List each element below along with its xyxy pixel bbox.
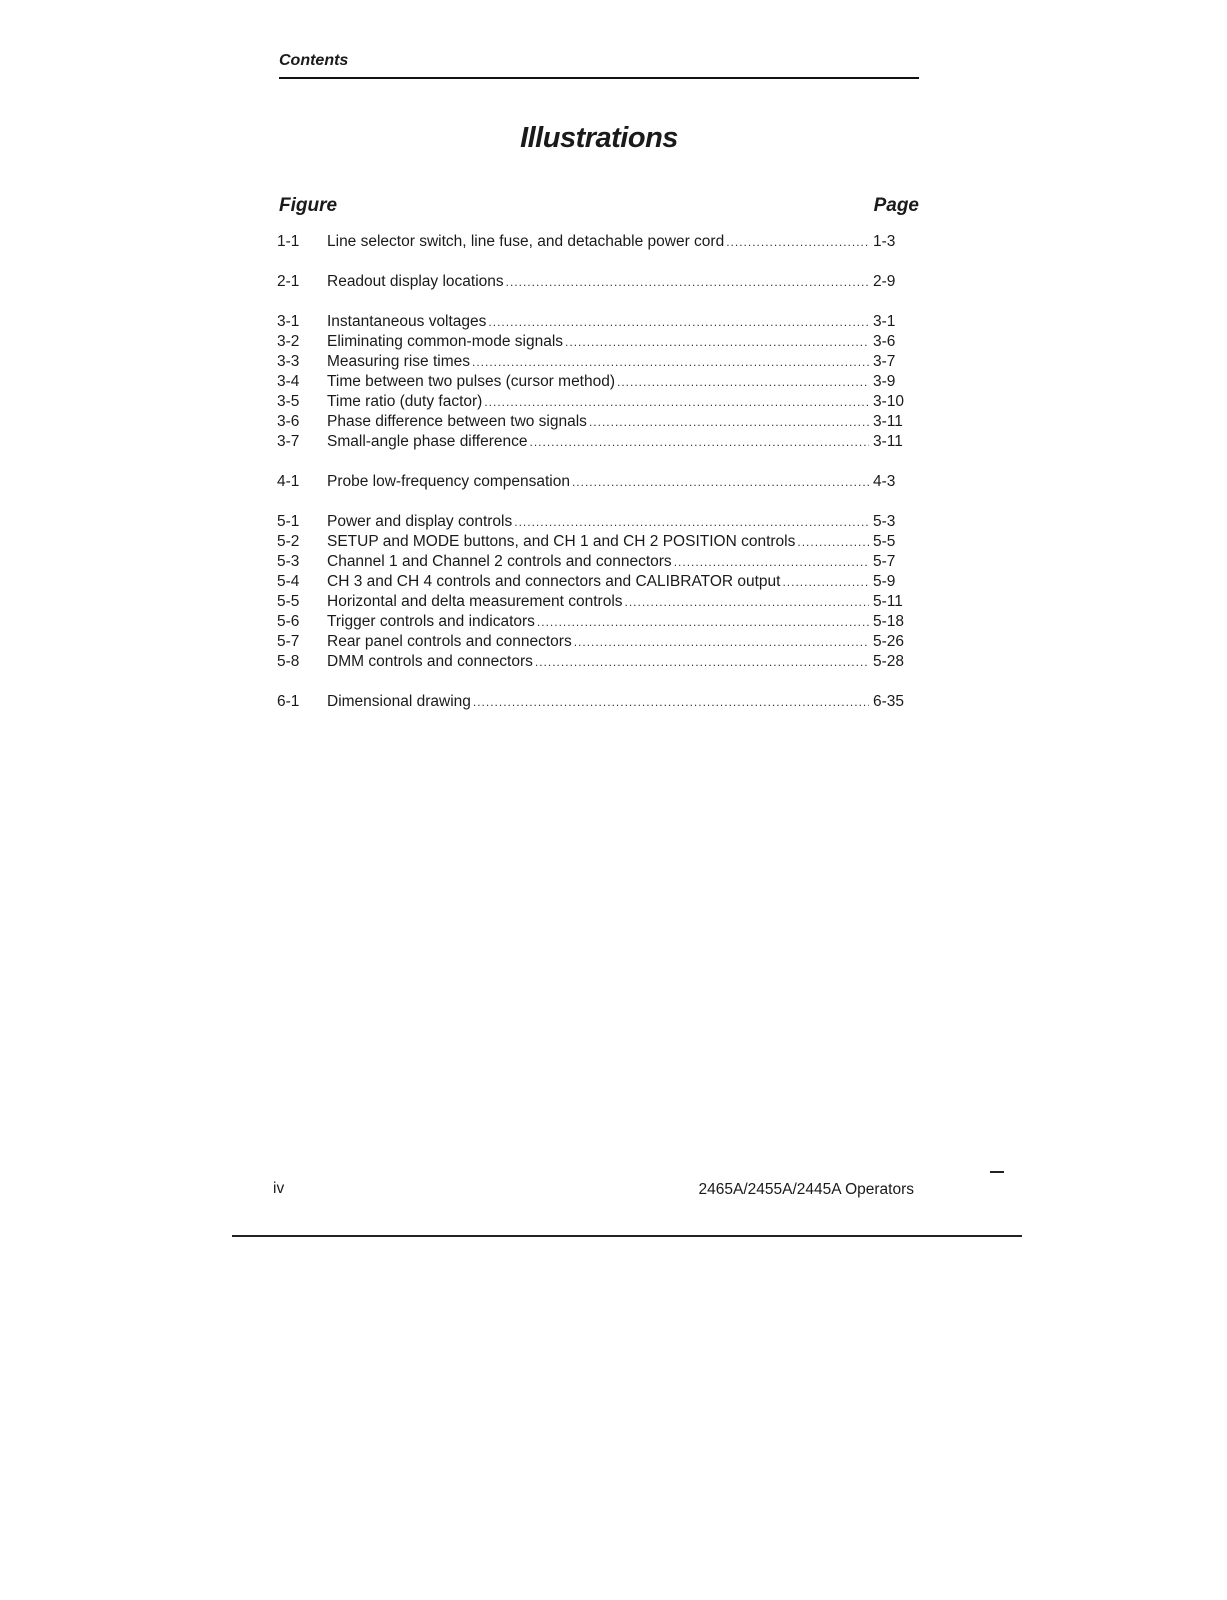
page-number: 5-3 [873, 513, 896, 530]
page-number: 6-35 [873, 693, 905, 710]
dot-leader [589, 412, 869, 432]
figure-number: 3-1 [277, 313, 300, 330]
toc-entry [327, 272, 873, 292]
toc-row [277, 552, 913, 572]
page-number: 5-18 [873, 613, 905, 630]
figure-title: Measuring rise times [327, 353, 470, 370]
page-number: 5-11 [873, 593, 903, 610]
figure-title: Rear panel controls and connectors [327, 633, 572, 650]
figure-group [277, 232, 913, 252]
toc-entry [327, 512, 873, 532]
figure-number: 1-1 [277, 233, 300, 250]
toc-row [277, 512, 913, 532]
figure-number: 5-7 [277, 633, 300, 650]
page-number: 3-6 [873, 333, 896, 350]
figure-title: Time between two pulses (cursor method) [327, 373, 616, 390]
toc-entry [327, 572, 873, 592]
toc-row [277, 272, 913, 292]
toc-row [277, 352, 913, 372]
toc-entry [327, 532, 873, 552]
toc-entry [327, 412, 873, 432]
figure-title: Channel 1 and Channel 2 controls and connectors [327, 553, 672, 570]
figure-number: 5-2 [277, 533, 300, 550]
dot-leader [488, 312, 869, 332]
toc-row [277, 472, 913, 492]
figure-number: 3-5 [277, 393, 300, 410]
toc-row [277, 652, 913, 672]
figure-group [277, 472, 913, 492]
figure-group [277, 272, 913, 292]
figure-title: DMM controls and connectors [327, 653, 533, 670]
page-number: 3-11 [873, 433, 903, 450]
dot-leader [726, 232, 869, 252]
figure-number: 3-7 [277, 433, 300, 450]
dot-leader [574, 632, 869, 652]
toc-row [277, 532, 913, 552]
footer-page-number: iv [273, 1180, 285, 1197]
figure-number: 4-1 [277, 473, 300, 490]
figure-title: SETUP and MODE buttons, and CH 1 and CH 2 POSITION controls [327, 533, 796, 550]
toc-row [277, 612, 913, 632]
toc-entry [327, 392, 873, 412]
dot-leader [617, 372, 869, 392]
page-number: 3-1 [873, 313, 896, 330]
page-number: 5-7 [873, 553, 896, 570]
page-number: 5-26 [873, 633, 905, 650]
toc-entry [327, 332, 873, 352]
header-rule [279, 77, 919, 79]
figure-title: Power and display controls [327, 513, 513, 530]
running-head: Contents [279, 52, 349, 69]
figure-number: 3-2 [277, 333, 300, 350]
toc-entry [327, 692, 873, 712]
toc-entry [327, 592, 873, 612]
dot-leader [514, 512, 869, 532]
figure-number: 5-6 [277, 613, 300, 630]
dot-leader [782, 572, 869, 592]
figure-title: Instantaneous voltages [327, 313, 487, 330]
figure-group [277, 312, 913, 452]
page-number: 3-11 [873, 413, 903, 430]
figure-title: Phase difference between two signals [327, 413, 587, 430]
toc-entry [327, 632, 873, 652]
figure-number: 3-6 [277, 413, 300, 430]
figure-number: 5-3 [277, 553, 300, 570]
toc-row [277, 332, 913, 352]
figure-title: Eliminating common-mode signals [327, 333, 564, 350]
page-number: 3-7 [873, 353, 896, 370]
figure-title: Probe low-frequency compensation [327, 473, 570, 490]
figure-title: Horizontal and delta measurement controls [327, 593, 623, 610]
toc-row [277, 372, 913, 392]
dot-leader [625, 592, 869, 612]
figure-number: 5-5 [277, 593, 300, 610]
dot-leader [472, 352, 869, 372]
toc-row [277, 432, 913, 452]
margin-mark [990, 1171, 1004, 1173]
page-number: 5-5 [873, 533, 896, 550]
figure-number: 3-4 [277, 373, 300, 390]
page-number: 2-9 [873, 273, 896, 290]
toc-row [277, 412, 913, 432]
page-column-heading: Page [873, 195, 919, 216]
figure-title: Dimensional drawing [327, 693, 471, 710]
dot-leader [506, 272, 869, 292]
figure-number: 3-3 [277, 353, 300, 370]
figure-number: 5-8 [277, 653, 300, 670]
figure-number: 5-1 [277, 513, 300, 530]
toc-row [277, 392, 913, 412]
toc-row [277, 592, 913, 612]
figure-title: Line selector switch, line fuse, and detachable power cord [327, 233, 725, 250]
page-number: 4-3 [873, 473, 896, 490]
toc-entry [327, 552, 873, 572]
toc-entry [327, 652, 873, 672]
page-number: 5-28 [873, 653, 905, 670]
toc-entry [327, 432, 873, 452]
toc-entry [327, 612, 873, 632]
figure-group [277, 692, 913, 712]
dot-leader [797, 532, 869, 552]
figure-number: 5-4 [277, 573, 300, 590]
figure-title: Readout display locations [327, 273, 504, 290]
toc-entry [327, 352, 873, 372]
figure-title: CH 3 and CH 4 controls and connectors and CALIBRATOR output [327, 573, 781, 590]
toc-entry [327, 232, 873, 252]
figure-title: Time ratio (duty factor) [327, 393, 483, 410]
page-number: 5-9 [873, 573, 896, 590]
toc-row [277, 572, 913, 592]
page-number: 3-9 [873, 373, 896, 390]
figure-group [277, 512, 913, 672]
page-title: Illustrations [520, 122, 678, 154]
illustrations-list [277, 232, 913, 732]
toc-row [277, 692, 913, 712]
footer-manual-title: 2465A/2455A/2445A Operators [698, 1181, 914, 1198]
toc-row [277, 232, 913, 252]
page-number: 1-3 [873, 233, 896, 250]
toc-entry [327, 312, 873, 332]
figure-column-heading: Figure [279, 195, 338, 216]
figure-number: 6-1 [277, 693, 300, 710]
dot-leader [674, 552, 869, 572]
toc-row [277, 312, 913, 332]
toc-row [277, 632, 913, 652]
footer-rule [232, 1235, 1022, 1237]
figure-title: Small-angle phase difference [327, 433, 528, 450]
toc-entry [327, 372, 873, 392]
dot-leader [473, 692, 869, 712]
page-number: 3-10 [873, 393, 905, 410]
figure-title: Trigger controls and indicators [327, 613, 535, 630]
figure-number: 2-1 [277, 273, 300, 290]
toc-entry [327, 472, 873, 492]
dot-leader [565, 332, 869, 352]
dot-leader [537, 612, 869, 632]
dot-leader [535, 652, 869, 672]
dot-leader [529, 432, 869, 452]
dot-leader [572, 472, 869, 492]
dot-leader [484, 392, 869, 412]
